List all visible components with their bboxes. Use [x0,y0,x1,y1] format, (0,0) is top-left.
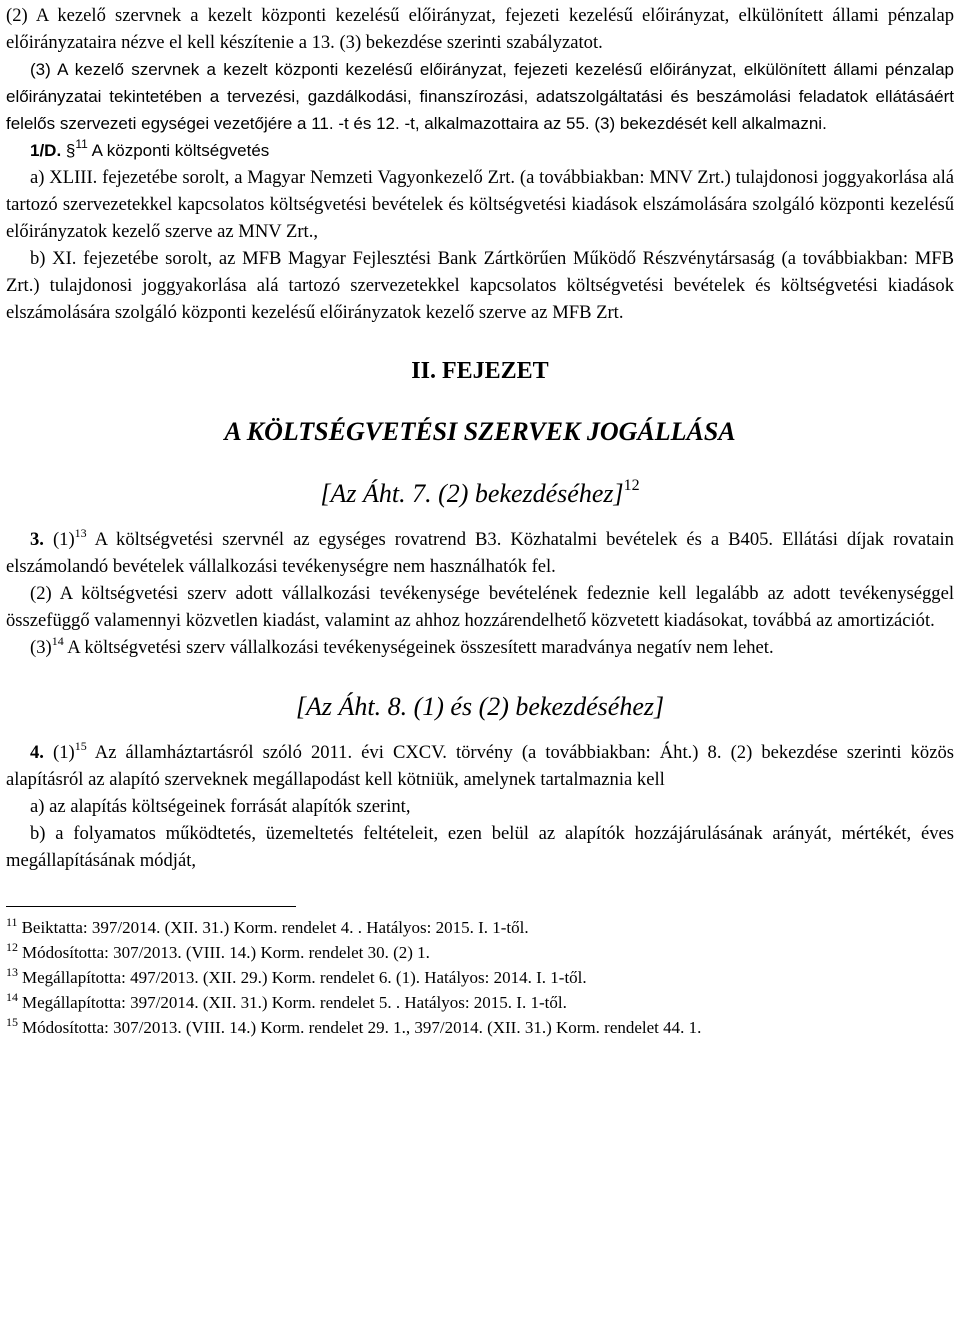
section-reference-text: [Az Áht. 7. (2) bekezdéséhez] [320,479,624,508]
section-number: 4. [30,742,44,763]
section-number: 1/D. [30,141,62,160]
footnote-15 [6,1015,954,1040]
paragraph-3-3 [6,634,954,661]
subsection-number: (1) [43,742,75,763]
footnote-number: 14 [6,990,18,1004]
paragraph-3-1-text: A költségvetési szervnél az egységes rovatrend B3. Közhatalmi bevételek és a B405. Ellátási díjak rovatain elszámolandó bevételek vállalkozási tevékenységre nem használhatók fel. [6,529,954,577]
section-1d-heading [6,137,954,164]
chapter-number: II. FEJEZET [411,358,549,384]
footnote-13 [6,965,954,990]
section-reference-heading-1 [6,478,954,510]
chapter-title: A KÖLTSÉGVETÉSI SZERVEK JOGÁLLÁSA [224,417,736,446]
footnote-12 [6,940,954,965]
paragraph-4-1-text: Az államháztartásról szóló 2011. évi CXCV. törvény (a továbbiakban: Áht.) 8. (2) bekezdése szerinti közös alapításról az alapító szerveknek megállapodást kell kötniük, amelynek tartalmaznia kell [6,742,954,790]
footnote-ref-11[interactable]: 11 [75,137,88,151]
footnote-text: Módosította: 307/2013. (VIII. 14.) Korm. rendelet 30. (2) 1. [22,943,430,962]
footnote-11 [6,915,954,940]
footnote-number: 11 [6,915,18,929]
footnote-text: Beiktatta: 397/2014. (XII. 31.) Korm. rendelet 4. . Hatályos: 2015. I. 1-től. [21,918,529,937]
paragraph-3-2: (2) A költségvetési szerv adott vállalkozási tevékenysége bevételének fedeznie kell legalább az adott tevékenységgel összefüggő valamennyi közvetlen kiadást, valamint az ahhoz hozzárendelhető közvetett kiadásokat, továbbá az amortizációt. [6,583,954,631]
section-1d-text: A központi költségvetés [87,141,270,160]
section-reference-heading-2: [Az Áht. 8. (1) és (2) bekezdéséhez] [295,692,665,721]
footnotes [6,915,954,1040]
section-number: 3. [30,529,44,550]
section-sign: § [65,141,76,160]
footnote-ref-13[interactable]: 13 [74,526,87,540]
footnote-text: Megállapította: 397/2014. (XII. 31.) Korm. rendelet 5. . Hatályos: 2015. I. 1-től. [22,993,567,1012]
footnote-text: Módosította: 307/2013. (VIII. 14.) Korm. rendelet 29. 1., 397/2014. (XII. 31.) Korm. rendelet 44. 1. [22,1018,702,1037]
paragraph-4-1-b: b) a folyamatos működtetés, üzemeltetés feltételeit, ezen belül az alapítók hozzájárulásának arányát, mértékét, éves megállapításának módját, [6,823,954,871]
paragraph-4-1 [6,739,954,793]
subsection-number: (1) [43,529,75,550]
footnote-number: 13 [6,965,18,979]
paragraph-1d-a: a) XLIII. fejezetébe sorolt, a Magyar Nemzeti Vagyonkezelő Zrt. (a továbbiakban: MNV Zrt.) tulajdonosi joggyakorlása alá tartozó szervezetekkel kapcsolatos költségvetési bevételek és költségvetési kiadások elszámolására szolgáló központi kezelésű előirányzatok kezelő szerve az MNV Zrt., [6,167,954,242]
paragraph-2-3: (3) A kezelő szervnek a kezelt központi kezelésű előirányzat, fejezeti kezelésű előirányzat, elkülönített állami pénzalap előirányzatai tekintetében a tervezési, gazdálkodási, finanszírozási, adatszolgáltatási és beszámolási feladatok ellátásáért felelős szervezeti egységei vezetőjére a 11. -t és 12. -t, alkalmazottaira az 55. (3) bekezdését kell alkalmazni. [6,60,954,133]
footnote-ref-14[interactable]: 14 [51,634,64,648]
paragraph-3-3-text: A költségvetési szerv vállalkozási tevékenységeinek összesített maradványa negatív nem lehet. [63,637,774,658]
paragraph-4-1-a: a) az alapítás költségeinek forrását alapítók szerint, [30,796,411,817]
footnote-number: 15 [6,1015,18,1029]
footnote-ref-15[interactable]: 15 [74,739,87,753]
footnote-14 [6,990,954,1015]
footnote-number: 12 [6,940,18,954]
paragraph-2-2: (2) A kezelő szervnek a kezelt központi kezelésű előirányzat, fejezeti kezelésű előirányzat, elkülönített állami pénzalap előirányzataira nézve el kell készítenie a 13. (3) bekezdése szerinti szabályzatot. [6,5,954,53]
footnote-ref-12[interactable]: 12 [623,477,640,494]
footnote-text: Megállapította: 497/2013. (XII. 29.) Korm. rendelet 6. (1). Hatályos: 2014. I. 1-től. [22,968,587,987]
paragraph-3-1 [6,526,954,580]
paragraph-1d-b: b) XI. fejezetébe sorolt, az MFB Magyar Fejlesztési Bank Zártkörűen Működő Részvénytársaság (a továbbiakban: MFB Zrt.) tulajdonosi joggyakorlása alá tartozó szervezetekkel kapcsolatos költségvetési bevételek és költségvetési kiadások elszámolására szolgáló központi kezelésű előirányzatok kezelő szerve az MFB Zrt. [6,248,954,323]
subsection-number: (3) [30,637,52,658]
footnote-divider [6,906,296,907]
